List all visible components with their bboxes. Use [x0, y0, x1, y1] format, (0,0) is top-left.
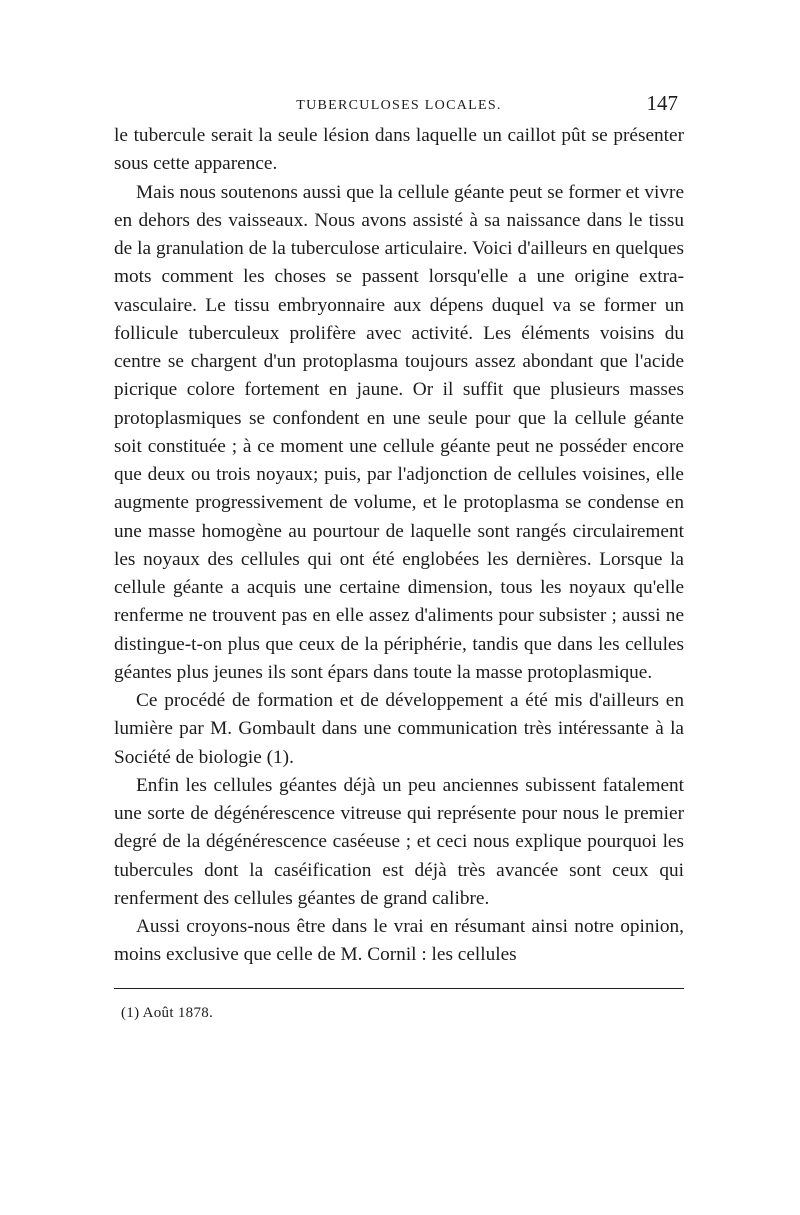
page-number: 147 [646, 91, 678, 115]
paragraph-gombault: Ce procédé de formation et de développement a été mis d'ailleurs en lumière par M. Gombault dans une communication très intéressante à la Société de biologie (1). [114, 690, 684, 768]
book-page [114, 92, 684, 1022]
paragraph-degeneration: Enfin les cellules géantes déjà un peu anciennes subissent fatalement une sorte de dégénérescence vitreuse qui représente pour nous le premier degré de la dégénérescence caséeuse ; et ceci nous explique pourquoi les tubercules dont la caséification est déjà très avancée sont ceux qui renferment des cellules géantes de grand calibre. [114, 774, 684, 909]
paragraph-continuation: le tubercule serait la seule lésion dans laquelle un caillot pût se présenter sous cette apparence. [114, 125, 684, 175]
footnote-rule [114, 988, 684, 989]
body-text [114, 122, 684, 970]
running-title: TUBERCULOSES LOCALES. [296, 98, 502, 113]
footnote: (1) Août 1878. [121, 1004, 214, 1021]
paragraph-giant-cell-formation: Mais nous soutenons aussi que la cellule géante peut se former et vivre en dehors des vaisseaux. Nous avons assisté à sa naissance dans le tissu de la granulation de la tuberculose articulaire. Voici d'ailleurs en quelques mots comment les choses se passent lorsqu'elle a une origine extra-vasculaire. Le tissu embryonnaire aux dépens duquel va se former un follicule tuberculeux prolifère avec activité. Les éléments voisins du centre se chargent d'un protoplasma toujours assez abondant que l'acide picrique colore fortement en jaune. Or il suffit que plusieurs masses protoplasmiques se confondent en une seule pour que la cellule géante soit constituée ; à ce moment une cellule géante peut ne posséder encore que deux ou trois noyaux; puis, par l'adjonction de cellules voisines, elle augmente progressivement de volume, et le protoplasma se condense en une masse homogène au pourtour de laquelle sont rangés circulairement les noyaux des cellules qui ont été englobées les dernières. Lorsque la cellule géante a acquis une certaine dimension, tous les noyaux qu'elle renferme ne trouvent pas en elle assez d'aliments pour subsister ; aussi ne distingue-t-on plus que ceux de la périphérie, tandis que dans les cellules géantes plus jeunes ils sont épars dans toute la masse protoplasmique. [114, 181, 684, 683]
running-header [114, 92, 684, 122]
paragraph-conclusion: Aussi croyons-nous être dans le vrai en résumant ainsi notre opinion, moins exclusive que celle de M. Cornil : les cellules [114, 916, 684, 966]
